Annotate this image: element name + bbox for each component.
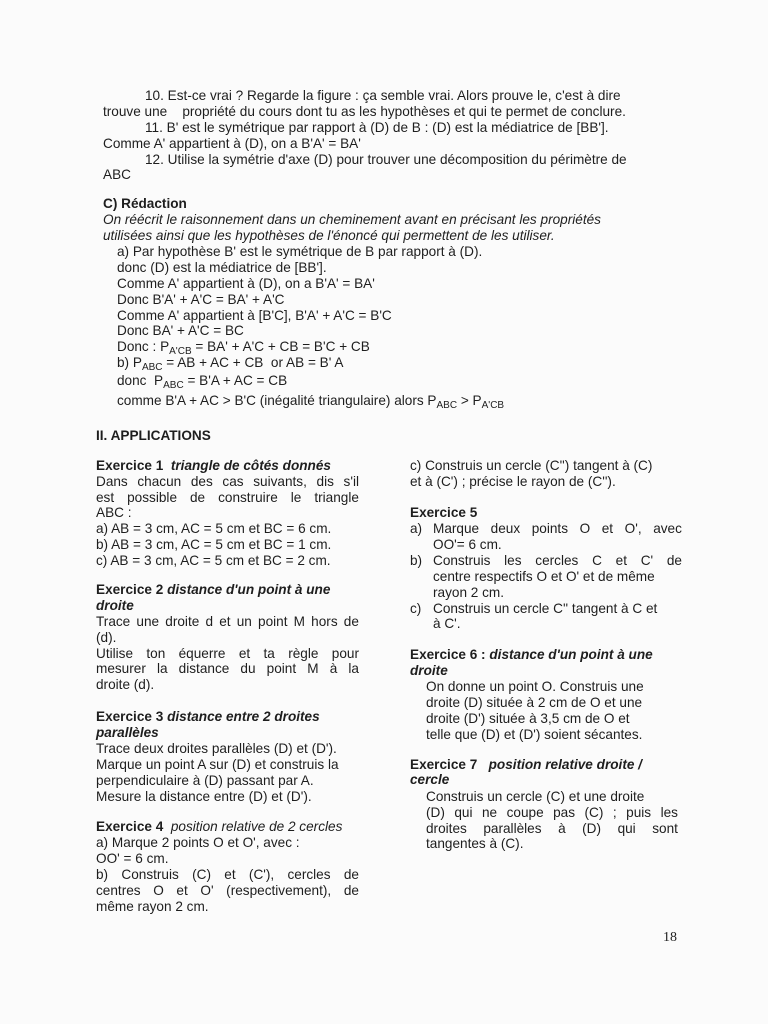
redaction-line-1: a) Par hypothèse B' est le symétrique de B par rapport à (D). <box>117 244 483 259</box>
exercise-6-title: Exercice 6 : <box>410 647 486 662</box>
exercise-4-title: Exercice 4 <box>96 819 164 834</box>
word: ne <box>481 805 498 820</box>
word: Marque <box>433 521 480 536</box>
text: Donc : P <box>117 339 170 354</box>
word: C <box>592 553 602 568</box>
exercise-7-line-2 <box>426 805 678 821</box>
word: droites <box>426 821 467 836</box>
exercise-3-line-2: Marque un point A sur (D) et construis la <box>96 757 339 772</box>
exercise-2-line-2: (d). <box>96 630 117 645</box>
exercise-1-line-3: ABC : <box>96 505 132 520</box>
exercise-7-line-3 <box>426 821 678 837</box>
text: b) P <box>117 355 142 370</box>
word: O <box>153 883 164 898</box>
exercise-2-title: Exercice 2 <box>96 582 164 597</box>
exercise-4-line-3 <box>96 867 359 883</box>
word: M <box>307 661 319 676</box>
word: (C'), <box>248 867 275 882</box>
word: pour <box>331 646 359 661</box>
redaction-title: C) Rédaction <box>103 196 187 211</box>
exercise-5-c-line-2: à C'. <box>433 616 461 631</box>
exercise-6-line-1: On donne un point O. Construis une <box>426 679 644 694</box>
word: et <box>176 883 188 898</box>
word: règle <box>288 646 319 661</box>
redaction-intro-1: On réécrit le raisonnement dans un cheminement avant en précisant les propriétés <box>103 212 601 227</box>
word: parallèles <box>483 821 542 836</box>
exercise-6-line-4: telle que (D) et (D') soient sécantes. <box>426 727 643 742</box>
word: Construis <box>433 553 491 568</box>
redaction-line-4: Donc B'A' + A'C = BA' + A'C <box>117 292 285 307</box>
word: et <box>601 521 614 536</box>
word: du <box>240 661 256 676</box>
word: (C) <box>584 805 604 820</box>
word: triangle <box>314 490 359 505</box>
word: point <box>258 614 288 629</box>
word: un <box>236 614 252 629</box>
word: les <box>660 805 678 820</box>
exercise-1-heading <box>96 458 331 474</box>
word: de <box>189 490 206 505</box>
text: = B'A + AC = CB <box>183 373 288 388</box>
exercise-2-subtitle-cont: droite <box>96 598 134 613</box>
word: et <box>615 553 627 568</box>
word: suivants, <box>253 474 307 489</box>
exercise-4-line-4 <box>96 883 359 899</box>
exercise-5-a-line-1 <box>433 521 682 537</box>
exercise-5-c-marker: c) <box>410 601 422 616</box>
word: O' <box>200 883 214 898</box>
exercise-2-line-1 <box>96 614 359 630</box>
word: la <box>156 661 168 676</box>
word: (D) <box>582 821 602 836</box>
exercise-1-case-a: a) AB = 3 cm, AC = 5 cm et BC = 6 cm. <box>96 521 332 536</box>
word: avec <box>653 521 682 536</box>
word: ; <box>612 805 617 820</box>
word: sont <box>652 821 678 836</box>
word: une <box>136 614 160 629</box>
word: est <box>96 490 115 505</box>
word: (respectivement), <box>226 883 332 898</box>
word: à <box>329 661 338 676</box>
word: et <box>224 867 236 882</box>
word: Dans <box>96 474 128 489</box>
exercise-3-heading <box>96 709 320 725</box>
word: équerre <box>178 646 226 661</box>
redaction-line-5: Comme A' appartient à [B'C], B'A' + A'C = B'C <box>117 308 392 323</box>
exercise-6-heading <box>410 647 653 663</box>
exercise-5-a-marker: a) <box>410 521 423 536</box>
exercise-4c-line-2: et à (C') ; précise le rayon de (C''). <box>410 474 616 489</box>
word: Utilise <box>96 646 134 661</box>
exercise-5-c-line-1: Construis un cercle C'' tangent à C et <box>433 601 658 616</box>
exercise-4-heading <box>96 819 342 835</box>
exercise-4-line-2: OO' = 6 cm. <box>96 851 169 866</box>
word: cercles <box>535 553 579 568</box>
redaction-line-2: donc (D) est la médiatrice de [BB']. <box>117 260 327 275</box>
exercise-4-subtitle: position relative de 2 cercles <box>170 819 343 834</box>
word: ta <box>263 646 275 661</box>
question-10: 10. Est-ce vrai ? Regarde la figure : ça semble vrai. Alors prouve le, c'est à dire <box>145 88 621 103</box>
word: O <box>579 521 591 536</box>
word: distance <box>178 661 230 676</box>
exercise-5-b-line-2: centre respectifs O et O' et de même <box>433 569 655 584</box>
word: construire <box>218 490 278 505</box>
question-11-cont: Comme A' appartient à (D), on a B'A' = BA' <box>103 136 361 151</box>
word: d <box>205 614 214 629</box>
word: cas <box>222 474 244 489</box>
exercise-2-line-3 <box>96 646 359 662</box>
exercise-4-line-1: a) Marque 2 points O et O', avec : <box>96 835 300 850</box>
exercise-5-a-line-2: OO'= 6 cm. <box>433 537 502 552</box>
word: le <box>290 490 302 505</box>
word: à <box>558 821 566 836</box>
word: cercles <box>287 867 331 882</box>
exercise-1-subtitle: triangle de côtés donnés <box>170 458 331 473</box>
page-number: 18 <box>663 930 677 945</box>
exercise-3-subtitle: distance entre 2 droites <box>167 709 320 724</box>
word: mesurer <box>96 661 146 676</box>
exercise-3-subtitle-cont: parallèles <box>96 725 159 740</box>
word: s'il <box>343 474 359 489</box>
word: (C) <box>192 867 211 882</box>
exercise-1-case-c: c) AB = 3 cm, AC = 5 cm et BC = 2 cm. <box>96 553 331 568</box>
exercise-4c-line-1: c) Construis un cercle (C'') tangent à (C) <box>410 458 653 473</box>
word: des <box>190 474 213 489</box>
exercise-6-subtitle: distance d'un point à une <box>489 647 653 662</box>
word: point <box>266 661 297 676</box>
word: coupe <box>506 805 544 820</box>
question-10-cont: trouve une propriété du cours dont tu as les hypothèses et qui te permet de conclure. <box>103 104 626 119</box>
exercise-5-b-marker: b) <box>410 553 423 568</box>
exercise-4-line-5: même rayon 2 cm. <box>96 899 209 914</box>
word: centres <box>96 883 141 898</box>
word: points <box>531 521 569 536</box>
word: M <box>293 614 305 629</box>
question-12-cont: ABC <box>103 167 131 182</box>
exercise-1-title: Exercice 1 <box>96 458 164 473</box>
subscript: ABC <box>163 380 184 391</box>
exercise-6-subtitle-cont: droite <box>410 663 448 678</box>
word: qui <box>617 821 636 836</box>
text: comme B'A + AC > B'C (inégalité triangulaire) alors P <box>117 393 437 408</box>
word: possible <box>127 490 177 505</box>
exercise-2-line-5: droite (d). <box>96 677 155 692</box>
question-12: 12. Utilise la symétrie d'axe (D) pour trouver une décomposition du périmètre de <box>145 152 627 167</box>
exercise-2-heading <box>96 582 330 598</box>
exercise-3-line-1: Trace deux droites parallèles (D) et (D'). <box>96 741 337 756</box>
exercise-3-line-3: perpendiculaire à (D) passant par A. <box>96 773 314 788</box>
redaction-line-8 <box>117 355 343 371</box>
exercise-7-subtitle: position relative droite / <box>488 757 642 772</box>
word: et <box>219 614 231 629</box>
exercise-7-title: Exercice 7 <box>410 757 478 772</box>
word: de <box>343 883 359 898</box>
word: de <box>666 553 682 568</box>
redaction-intro-2: utilisées ainsi que les hypothèses de l'énoncé qui permettent de les utiliser. <box>103 228 555 243</box>
exercise-3-title: Exercice 3 <box>96 709 164 724</box>
redaction-line-10 <box>117 393 504 409</box>
question-11: 11. B' est le symétrique par rapport à (D) de B : (D) est la médiatrice de [BB']. <box>145 120 609 135</box>
subscript: ABC <box>436 400 458 411</box>
exercise-5-b-line-3: rayon 2 cm. <box>433 585 505 600</box>
word: pas <box>553 805 576 820</box>
word: la <box>348 661 359 676</box>
word: et <box>238 646 251 661</box>
subscript: A'CB <box>169 346 192 357</box>
exercise-7-subtitle-cont: cercle <box>410 772 450 787</box>
word: ton <box>146 646 166 661</box>
applications-title: II. APPLICATIONS <box>96 428 211 443</box>
word: Construis <box>121 867 179 882</box>
word: les <box>504 553 522 568</box>
text: = BA' + A'C + CB = B'C + CB <box>191 339 370 354</box>
text: donc P <box>117 373 164 388</box>
exercise-2-subtitle: distance d'un point à une <box>167 582 331 597</box>
subscript: A'CB <box>481 400 505 411</box>
redaction-line-9 <box>117 373 287 389</box>
word: de <box>343 614 359 629</box>
word: C' <box>640 553 654 568</box>
redaction-line-6: Donc BA' + A'C = BC <box>117 323 244 338</box>
redaction-line-7 <box>117 339 370 355</box>
text: = AB + AC + CB or AB = B' A <box>162 355 344 370</box>
word: dis <box>316 474 334 489</box>
word: chacun <box>137 474 182 489</box>
word: deux <box>490 521 521 536</box>
word: O', <box>624 521 642 536</box>
word: (D) <box>426 805 445 820</box>
redaction-line-3: Comme A' appartient à (D), on a B'A' = BA' <box>117 276 375 291</box>
word: b) <box>96 867 109 882</box>
text: > P <box>457 393 482 408</box>
exercise-5-title: Exercice 5 <box>410 505 478 520</box>
word: hors <box>311 614 338 629</box>
word: qui <box>454 805 473 820</box>
word: puis <box>626 805 652 820</box>
exercise-6-line-3: droite (D') située à 3,5 cm de O et <box>426 711 630 726</box>
exercise-7-line-1: Construis un cercle (C) et une droite <box>426 789 645 804</box>
word: Trace <box>96 614 131 629</box>
exercise-1-case-b: b) AB = 3 cm, AC = 5 cm et BC = 1 cm. <box>96 537 332 552</box>
exercise-7-line-4: tangentes à (C). <box>426 836 524 851</box>
exercise-5-b-line-1 <box>433 553 682 569</box>
word: droite <box>165 614 200 629</box>
exercise-7-heading <box>410 757 642 773</box>
word: de <box>343 867 359 882</box>
exercise-1-line-2 <box>96 490 359 506</box>
exercise-1-line-1 <box>96 474 359 490</box>
exercise-3-line-4: Mesure la distance entre (D) et (D'). <box>96 789 312 804</box>
exercise-6-line-2: droite (D) située à 2 cm de O et une <box>426 695 643 710</box>
exercise-2-line-4 <box>96 661 359 677</box>
subscript: ABC <box>141 362 163 373</box>
